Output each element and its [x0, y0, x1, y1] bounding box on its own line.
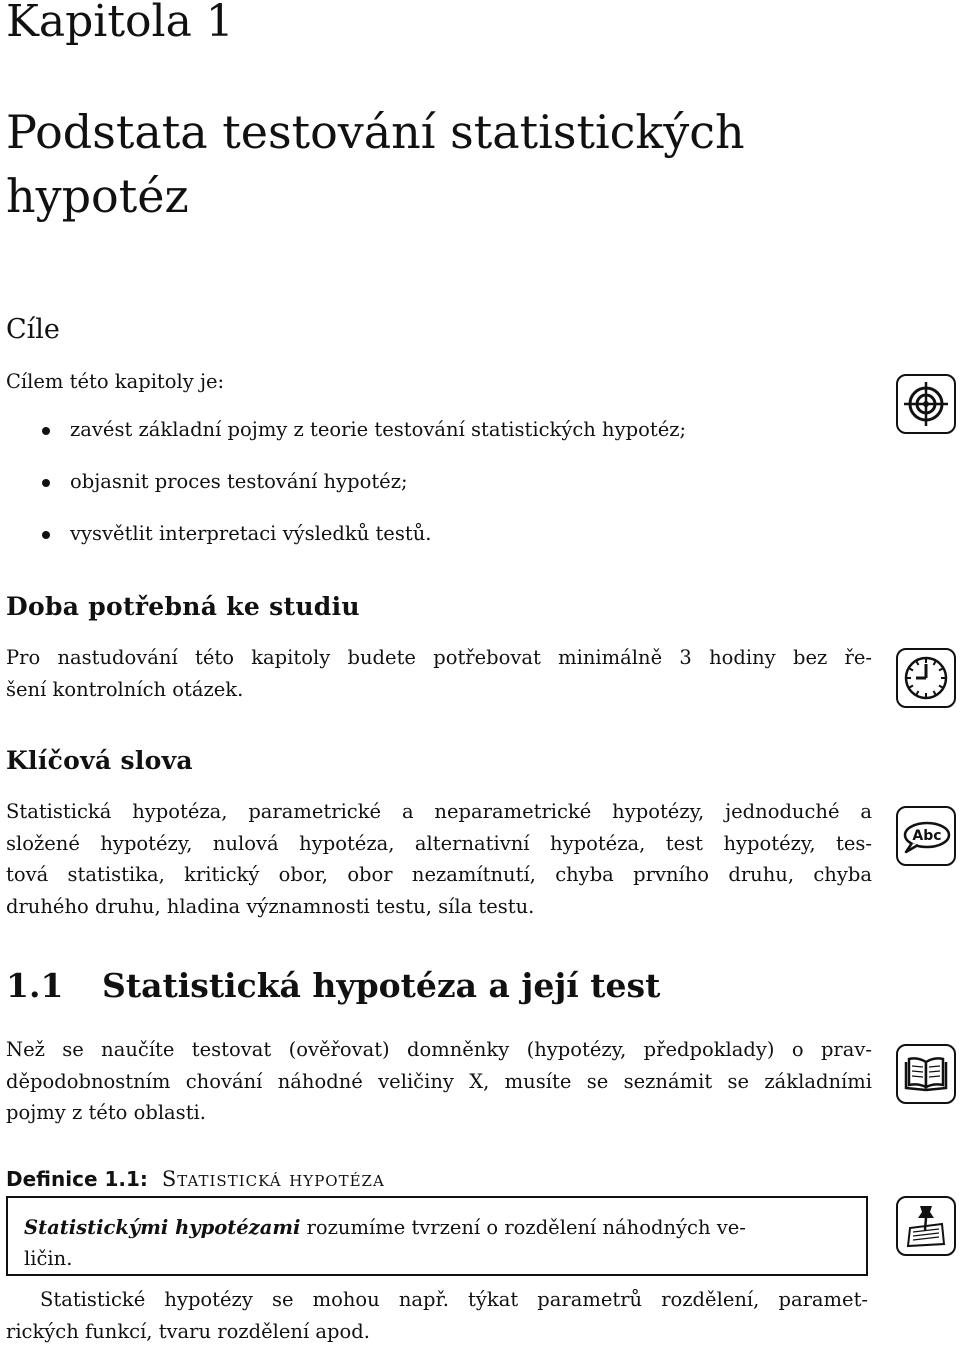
abc-icon-text: Abc [912, 828, 941, 844]
study-time-text [6, 642, 872, 705]
section-line1: Než se naučíte testovat (ověřovat) domněnky (hypotézy, předpoklady) o prav- [6, 1034, 872, 1066]
bullet-icon [42, 427, 50, 435]
goals-list: zavést základní pojmy z teorie testování statistických hypotéz; objasnit proces testování hypotéz; vysvětlit interpretaci výsledků testů. [6, 416, 866, 556]
book-icon [896, 1044, 956, 1104]
goals-heading: Cíle [6, 313, 60, 347]
section-number: 1.1 [6, 966, 102, 1006]
study-time-line2: šení kontrolních otázek. [6, 674, 872, 706]
clock-icon [896, 648, 956, 708]
section-intro [6, 1034, 872, 1129]
study-time-line1: Pro nastudování této kapitoly budete potřebovat minimálně 3 hodiny bez ře- [6, 642, 872, 674]
bullet-icon [42, 479, 50, 487]
goals-intro: Cílem této kapitoly je: [6, 366, 224, 398]
after-definition-line1: Statistické hypotézy se mohou např. týkat parametrů rozdělení, paramet- [40, 1284, 868, 1316]
section-line2: děpodobnostním chování náhodné veličiny X, musíte se seznámit se základními [6, 1066, 872, 1098]
keywords-text [6, 796, 872, 922]
section-title: Statistická hypotéza a její test [102, 966, 660, 1005]
keywords-line4: druhého druhu, hladina významnosti testu, síla testu. [6, 891, 872, 923]
definition-label: Definice 1.1: [6, 1167, 148, 1191]
after-definition-line2: rických funkcí, tvaru rozdělení apod. [6, 1316, 868, 1347]
section-line3: pojmy z této oblasti. [6, 1097, 872, 1129]
target-icon [896, 374, 956, 434]
definition-heading [6, 1165, 385, 1193]
chapter-title-line1: Podstata testování statistických [6, 100, 886, 164]
definition-name: Statistická hypotéza [162, 1167, 385, 1191]
section-heading [6, 966, 660, 1006]
chapter-title-line2: hypotéz [6, 164, 886, 228]
definition-box [6, 1196, 868, 1276]
keywords-line1: Statistická hypotéza, parametrické a neparametrické hypotézy, jednoduché a [6, 796, 872, 828]
keywords-line3: tová statistika, kritický obor, obor nezamítnutí, chyba prvního druhu, chyba [6, 859, 872, 891]
chapter-label: Kapitola 1 [6, 0, 234, 50]
definition-pin-icon [896, 1196, 956, 1256]
bullet-icon [42, 531, 50, 539]
study-time-heading: Doba potřebná ke studiu [6, 590, 360, 624]
definition-text [24, 1212, 846, 1274]
chapter-title [6, 100, 886, 228]
definition-line1: Statistickými hypotézami rozumíme tvrzení o rozdělení náhodných ve- [24, 1212, 846, 1243]
after-definition-text [40, 1284, 868, 1347]
definition-term: Statistickými hypotézami [24, 1216, 300, 1239]
abc-keywords-icon [896, 806, 956, 866]
definition-line2: ličin. [24, 1243, 846, 1274]
keywords-line2: složené hypotézy, nulová hypotéza, alternativní hypotéza, test hypotézy, tes- [6, 828, 872, 860]
keywords-heading: Klíčová slova [6, 744, 193, 778]
